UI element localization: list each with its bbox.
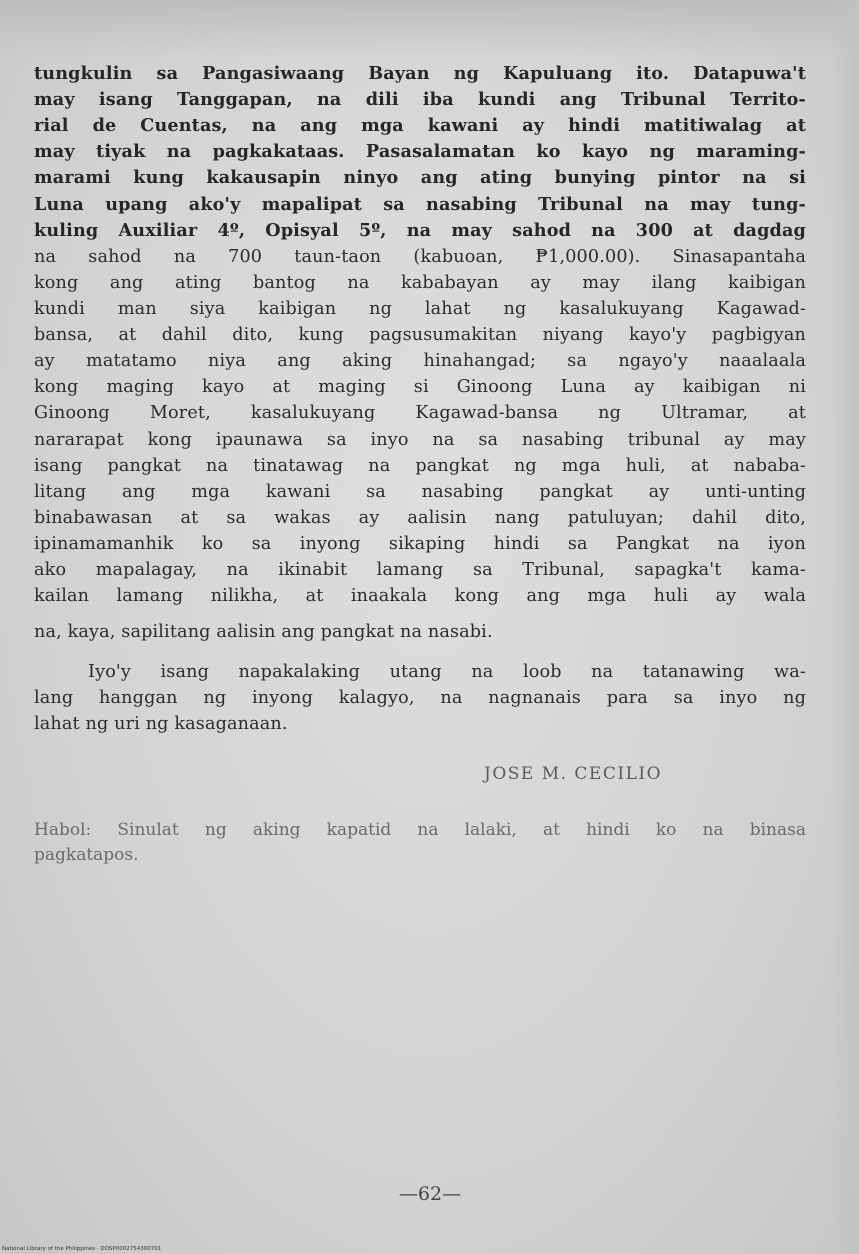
signature: JOSE M. CECILIO (484, 764, 663, 784)
paragraph-1-line: binabawasan at sa wakas ay aalisin nang patuluyan; dahil dito, (34, 508, 806, 528)
paragraph-1-line: kong ang ating bantog na kababayan ay may ilang kaibigan (34, 273, 806, 293)
paragraph-1-line: kundi man siya kaibigan ng lahat ng kasalukuyang Kagawad- (34, 299, 806, 319)
page-right-shadow (829, 0, 859, 1254)
paragraph-1-line: na, kaya, sapilitang aalisin ang pangkat na nasabi. (34, 622, 493, 642)
paragraph-1-line: kailan lamang nilikha, at inaakala kong ang mga huli ay wala (34, 586, 806, 606)
paragraph-1-line: kong maging kayo at maging si Ginoong Luna ay kaibigan ni (34, 377, 806, 397)
paragraph-2-line: lahat ng uri ng kasaganaan. (34, 714, 288, 734)
paragraph-1-line: nararapat kong ipaunawa sa inyo na sa nasabing tribunal ay may (34, 430, 806, 450)
paragraph-1-line: bansa, at dahil dito, kung pagsusumakitan niyang kayo'y pagbigyan (34, 325, 806, 345)
paragraph-1-line: kuling Auxiliar 4º, Opisyal 5º, na may sahod na 300 at dagdag (34, 220, 806, 241)
paragraph-1-line: isang pangkat na tinatawag na pangkat ng mga huli, at nababa- (34, 456, 806, 476)
paragraph-1-line: may tiyak na pagkakataas. Pasasalamatan ko kayo ng maraming- (34, 141, 806, 162)
paragraph-1-line: tungkulin sa Pangasiwaang Bayan ng Kapuluang ito. Datapuwa't (34, 63, 806, 84)
paragraph-1-line: Luna upang ako'y mapalipat sa nasabing Tribunal na may tung- (34, 194, 806, 215)
paragraph-2-line: lang hanggan ng inyong kalagyo, na nagnanais para sa inyo ng (34, 688, 806, 708)
paragraph-1-line: ipinamamanhik ko sa inyong sikaping hindi sa Pangkat na iyon (34, 534, 806, 554)
paragraph-2-line: Iyo'y isang napakalaking utang na loob na tatanawing wa- (88, 662, 806, 682)
paragraph-1-line: litang ang mga kawani sa nasabing pangkat ay unti-unting (34, 482, 806, 502)
postscript-line: Habol: Sinulat ng aking kapatid na lalaki, at hindi ko na binasa (34, 820, 806, 840)
paragraph-1-line: may isang Tanggapan, na dili iba kundi ang Tribunal Territo- (34, 89, 806, 110)
paragraph-1-line: na sahod na 700 taun-taon (kabuoan, ₱1,000.00). Sinasapantaha (34, 247, 806, 267)
paragraph-1-line: marami kung kakausapin ninyo ang ating bunying pintor na si (34, 167, 806, 188)
page-top-shadow (0, 0, 859, 60)
postscript-line: pagkatapos. (34, 845, 139, 865)
footer-credit: National Library of the Philippines · DOSP0002754300701 (2, 1246, 162, 1252)
paragraph-1-line: Ginoong Moret, kasalukuyang Kagawad-bansa ng Ultramar, at (34, 403, 806, 423)
page-number: —62— (398, 1183, 462, 1205)
paragraph-1-line: rial de Cuentas, na ang mga kawani ay hindi matitiwalag at (34, 115, 806, 136)
paragraph-1-line: ako mapalagay, na ikinabit lamang sa Tribunal, sapagka't kama- (34, 560, 806, 580)
paragraph-1-line: ay matatamo niya ang aking hinahangad; sa ngayo'y naaalaala (34, 351, 806, 371)
